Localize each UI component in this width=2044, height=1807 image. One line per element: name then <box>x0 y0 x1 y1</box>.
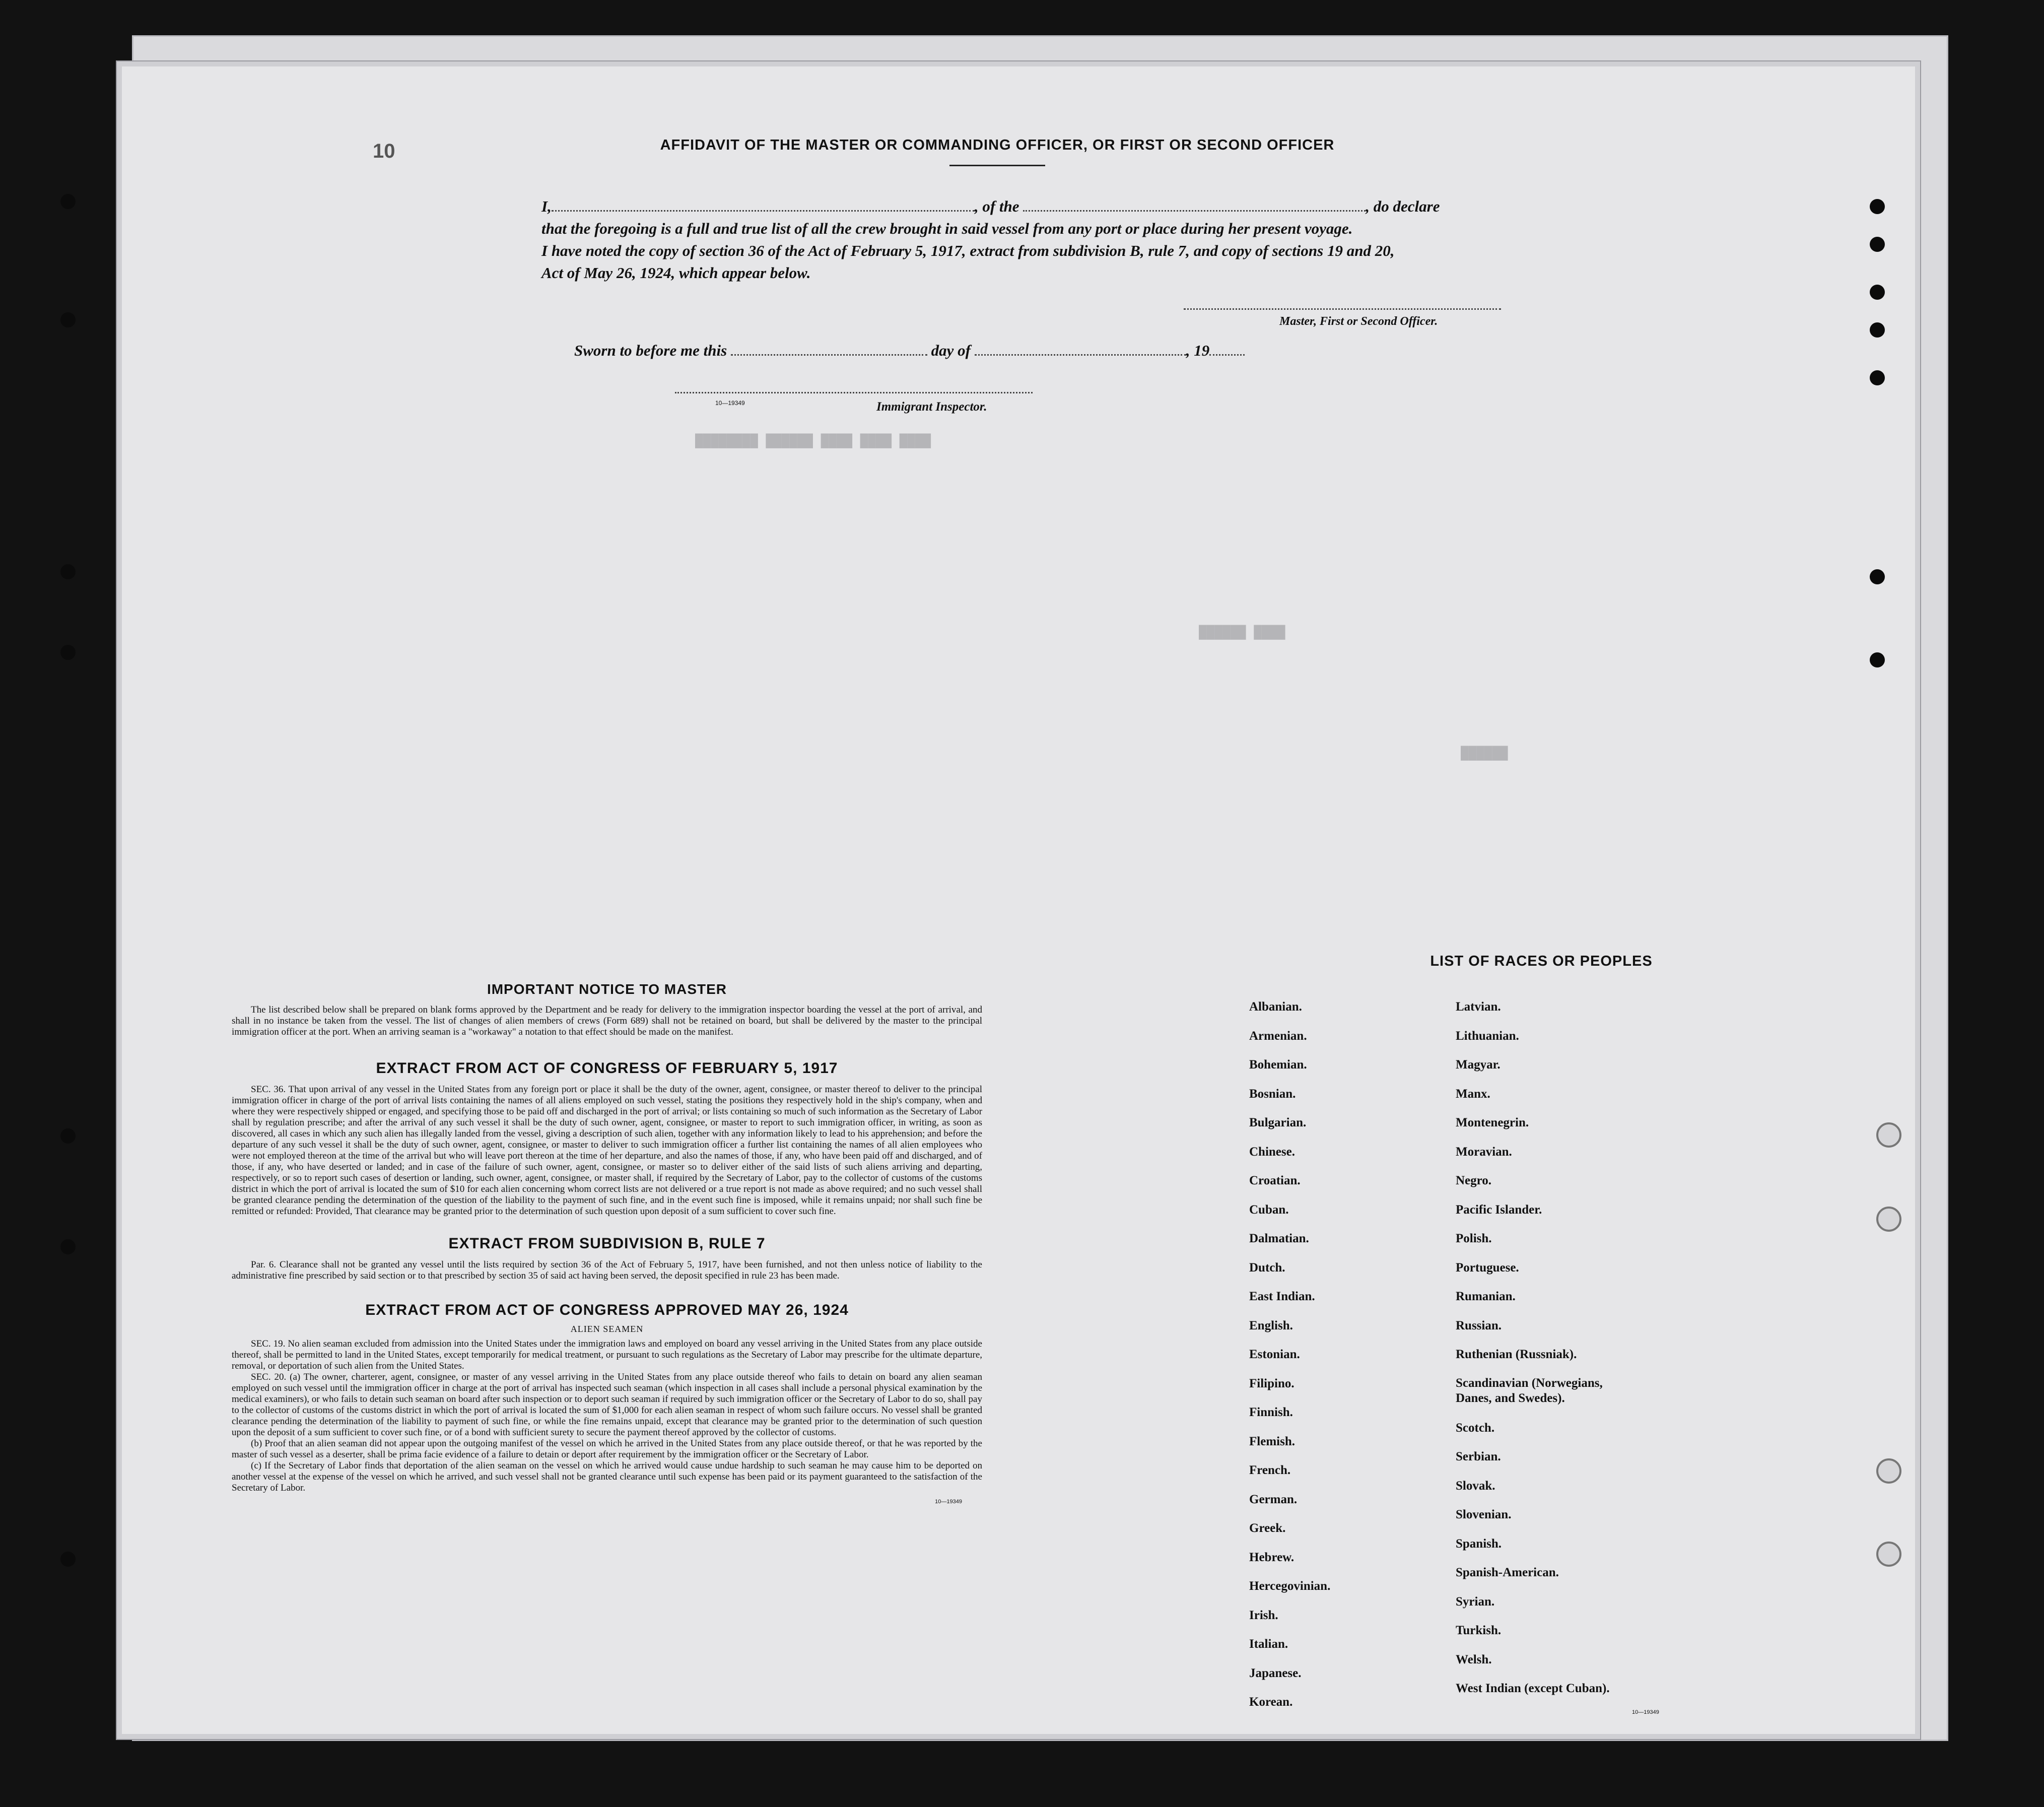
race-item: Portuguese. <box>1456 1260 1519 1275</box>
race-item: East Indian. <box>1249 1290 1315 1303</box>
bleed-through-text: ██████ ████ <box>1199 625 1285 640</box>
notice-text: The list described below shall be prepared on blank forms approved by the Department and be ready for delivery to the immigration inspector boarding the vessel at the port of arrival, and shall in no instance be taken from the vessel. The list of changes of alien members of crews (Form 689) shall not be retained on board, but shall be delivered by the master to the principal immigration officer at the port. When an arriving seaman is a "workaway" a notation to that effect should be made on the manifest. <box>232 1005 982 1037</box>
binder-hole <box>60 564 76 579</box>
title-rule <box>949 165 1045 166</box>
binder-hole <box>60 1552 76 1567</box>
race-item: Ruthenian (Russniak). <box>1456 1348 1577 1361</box>
races-section <box>1289 953 1793 970</box>
binder-hole <box>60 645 76 660</box>
sworn-line: Sworn to before me this day of , 19 <box>574 340 1245 362</box>
race-item: Irish. <box>1249 1608 1278 1622</box>
affidavit-title: AFFIDAVIT OF THE MASTER OR COMMANDING OFFICER, OR FIRST OR SECOND OFFICER <box>660 137 1335 153</box>
race-item: Bohemian. <box>1249 1058 1307 1072</box>
race-item: Chinese. <box>1249 1145 1295 1159</box>
race-item: Serbian. <box>1456 1450 1501 1463</box>
race-item: Dutch. <box>1249 1260 1285 1275</box>
race-item: Moravian. <box>1456 1145 1512 1159</box>
reinforcement-ring <box>1876 1207 1901 1232</box>
race-item: Russian. <box>1456 1318 1502 1332</box>
extract-rule7-title: EXTRACT FROM SUBDIVISION B, RULE 7 <box>448 1235 766 1252</box>
race-item: Hebrew. <box>1249 1550 1294 1564</box>
binder-hole <box>60 194 76 209</box>
race-item: Dalmatian. <box>1249 1232 1309 1245</box>
race-item: Pacific Islander. <box>1456 1202 1542 1217</box>
race-item: Armenian. <box>1249 1029 1307 1043</box>
binder-hole <box>1870 652 1885 667</box>
race-item: Cuban. <box>1249 1202 1289 1217</box>
races-title: LIST OF RACES OR PEOPLES <box>1430 953 1653 969</box>
sec19-text: SEC. 19. No alien seaman excluded from admission into the United States under the immigration laws and employed on board any vessel arriving in the United States from any place outside thereof, shall be permitted to land in the United States, except temporarily for medical treatment, or pursuant to such regulations as the Secretary of Labor may prescribe for the ultimate departure, removal, or deportation of such alien from the United States. <box>232 1338 982 1371</box>
extract-1924-subtitle: ALIEN SEAMEN <box>570 1324 644 1334</box>
name-field[interactable] <box>552 210 975 212</box>
bleed-through-text: ████████ ██████ ████ ████ ████ <box>695 433 931 448</box>
race-item: Syrian. <box>1456 1594 1495 1609</box>
race-item: Filipino. <box>1249 1376 1294 1390</box>
affidavit-body <box>541 195 1529 284</box>
reinforcement-ring <box>1876 1122 1901 1148</box>
race-item: Scotch. <box>1456 1421 1495 1435</box>
race-item: Slovenian. <box>1456 1508 1512 1521</box>
race-item: Korean. <box>1249 1695 1293 1709</box>
race-item: Lithuanian. <box>1456 1029 1519 1043</box>
race-item: Flemish. <box>1249 1434 1295 1448</box>
extract-1924-title: EXTRACT FROM ACT OF CONGRESS APPROVED MAY 26, 1924 <box>365 1302 849 1318</box>
extract-1917-title: EXTRACT FROM ACT OF CONGRESS OF FEBRUARY 5, 1917 <box>376 1060 838 1077</box>
form-number: 10—19349 <box>715 399 745 407</box>
race-item: Finnish. <box>1249 1406 1293 1419</box>
sec20a-text: SEC. 20. (a) The owner, charterer, agent, consignee, or master of any vessel arriving in the United States from any place outside thereof who fails to detain on board any alien seaman employed on such vessel until the immigration officer in charge at the port of arrival has inspected such seaman (which inspection in all cases shall include a personal physical examination by the medical examiners), or who fails to detain such seaman on board after such inspection or to deport such seaman if required by such immigration officer or the Secretary of Labor to do so, shall pay to the collector of customs of the customs district in which the port of arrival is located the sum of $1,000 for each alien seaman in respect of whom such failure occurs. No vessel shall be granted clearance pending the determination of the liability to payment of such fine, or while the fine remains unpaid, except that clearance may be granted prior to the determination of such question upon the deposit of a sum sufficient to cover such fine, or of a bond with sufficient surety to secure the payment thereof approved by the collector of customs. <box>232 1372 982 1438</box>
bleed-through-text: ██████ <box>1461 746 1508 761</box>
race-item: Manx. <box>1456 1087 1490 1101</box>
affidavit-line-3: I have noted the copy of section 36 of the Act of February 5, 1917, extract from subdivision B, rule 7, and copy of sections 19 and 20, <box>541 242 1395 259</box>
race-item: Greek. <box>1249 1521 1286 1535</box>
race-item: Hercegovinian. <box>1249 1579 1331 1593</box>
races-right-list <box>1456 992 1687 1703</box>
race-item: Polish. <box>1456 1232 1492 1245</box>
sworn-day-field[interactable] <box>731 354 927 356</box>
race-item: Montenegrin. <box>1456 1116 1529 1129</box>
reinforcement-ring <box>1876 1542 1901 1567</box>
race-item: German. <box>1249 1492 1298 1506</box>
sec20b-text: (b) Proof that an alien seaman did not appear upon the outgoing manifest of the vessel on which he arrived in the United States from any place outside thereof, or that he was reported by the master of such vessel as a deserter, shall be prima facie evidence of a failure to detain or deport after requirement by the immigration officer or the Secretary of Labor. <box>232 1438 982 1460</box>
sworn-year-field[interactable] <box>1209 354 1245 356</box>
inspector-label: Immigrant Inspector. <box>876 400 987 414</box>
extract-rule7-text: Par. 6. Clearance shall not be granted any vessel until the lists required by section 36 of the Act of February 5, 1917, have been furnished, and not then unless notice of liability to the administrative fine prescribed by said section or to that prescribed by section 35 of said act having been served, the deposit specified in rule 23 has been made. <box>232 1259 982 1281</box>
race-item: Spanish. <box>1456 1536 1502 1551</box>
affidavit-line-4: Act of May 26, 1924, which appear below. <box>541 264 811 282</box>
notice-title: IMPORTANT NOTICE TO MASTER <box>487 981 727 997</box>
signature-label: Master, First or Second Officer. <box>1279 315 1438 328</box>
race-item: Spanish-American. <box>1456 1566 1559 1579</box>
race-item: Negro. <box>1456 1174 1492 1187</box>
race-item: Latvian. <box>1456 1000 1501 1014</box>
inspector-signature-field[interactable] <box>675 392 1033 393</box>
affidavit-section <box>554 137 1441 166</box>
race-item: Magyar. <box>1456 1058 1501 1072</box>
race-item: Turkish. <box>1456 1624 1502 1637</box>
race-item: Scandinavian (Norwegians, Danes, and Swedes). <box>1456 1376 1603 1405</box>
form-number-races: 10—19349 <box>1632 1709 1659 1715</box>
binder-hole <box>60 1128 76 1144</box>
sec20c-text: (c) If the Secretary of Labor finds that deportation of the alien seaman on the vessel on which he arrived would cause undue hardship to such seaman he may cause him to be deported on another vessel at the expense of the vessel on which he arrived, and such vessel shall not be granted clearance until such expense has been paid or its payment guaranteed to the satisfaction of the Secretary of Labor. <box>232 1460 982 1493</box>
race-item: West Indian (except Cuban). <box>1456 1682 1610 1695</box>
race-item: Japanese. <box>1249 1666 1302 1680</box>
race-item: Albanian. <box>1249 1000 1302 1014</box>
affidavit-line-2: that the foregoing is a full and true list of all the crew brought in said vessel from any port or place during her present voyage. <box>541 220 1353 237</box>
notice-section <box>232 981 982 1505</box>
race-item: Welsh. <box>1456 1652 1492 1666</box>
extract-1917-text: SEC. 36. That upon arrival of any vessel in the United States from any foreign port or place it shall be the duty of the owner, agent, consignee, or master thereof to deliver to the principal immigration officer in charge of the port of arrival lists containing the names of all aliens employed on such vessel, stating the positions they respectively hold in the ship's company, when and where they were respectively shipped or engaged, and specifying those to be paid off and discharged in the port of arrival; or lists containing so much of such information as the Secretary of Labor shall by regulation prescribe; and after the arrival of any such vessel it shall be the duty of such owner, agent, consignee, or master to report to such immigration officer, in writing, as soon as discovered, all cases in which any such alien has illegally landed from the vessel, giving a description of such alien, together with any information likely to lead to his apprehension; and before the departure of any such vessel it shall be the duty of such owner, agent, consignee, or master to deliver to such immigration officer a further list containing the names of all alien employees who were not employed thereon at the time of the arrival but who will leave port thereon at the time of her departure, and also the names of those, if any, who have been paid off and discharged, and of those, if any, who have deserted or landed; and in case of the failure of such owner, agent, consignee, or master so to deliver either of the said lists of such aliens arriving and departing, respectively, or so to report such cases of desertion or landing, such owner, agent, consignee, or master shall, if required by the Secretary of Labor, pay to the collector of customs of the customs district in which the port of arrival is located the sum of $10 for each alien concerning whom correct lists are not delivered or a true report is not made as above required; and no such vessel shall be granted clearance pending the determination of the question of the liability to the payment of such fine, and in the event such fine is imposed, while it remains unpaid; nor shall such fine be remitted or refunded: Provided, That clearance may be granted prior to the determination of such question upon deposit of a sum sufficient to cover such fine. <box>232 1084 982 1217</box>
form-number-footer: 10—19349 <box>935 1499 962 1505</box>
binder-hole <box>1870 237 1885 252</box>
affidavit-line-1: I, , of the , do declare <box>541 197 1440 215</box>
binder-hole <box>60 312 76 327</box>
race-item: Italian. <box>1249 1637 1288 1651</box>
race-item: Bosnian. <box>1249 1087 1296 1101</box>
vessel-field[interactable] <box>1023 210 1366 212</box>
sworn-month-field[interactable] <box>975 354 1186 356</box>
binder-hole <box>1870 285 1885 300</box>
binder-hole <box>1870 569 1885 584</box>
binder-hole <box>60 1239 76 1254</box>
binder-hole <box>1870 370 1885 385</box>
signature-field[interactable] <box>1184 308 1501 310</box>
reinforcement-ring <box>1876 1458 1901 1484</box>
race-item: French. <box>1249 1463 1291 1477</box>
stray-mark: 10 <box>373 140 395 162</box>
race-item: Slovak. <box>1456 1479 1495 1493</box>
race-item: Rumanian. <box>1456 1290 1516 1303</box>
race-item: Croatian. <box>1249 1174 1301 1187</box>
race-item: Bulgarian. <box>1249 1116 1307 1129</box>
binder-hole <box>1870 199 1885 214</box>
race-item: English. <box>1249 1318 1293 1332</box>
race-item: Estonian. <box>1249 1348 1300 1361</box>
binder-hole <box>1870 322 1885 338</box>
races-left-list <box>1249 992 1451 1717</box>
